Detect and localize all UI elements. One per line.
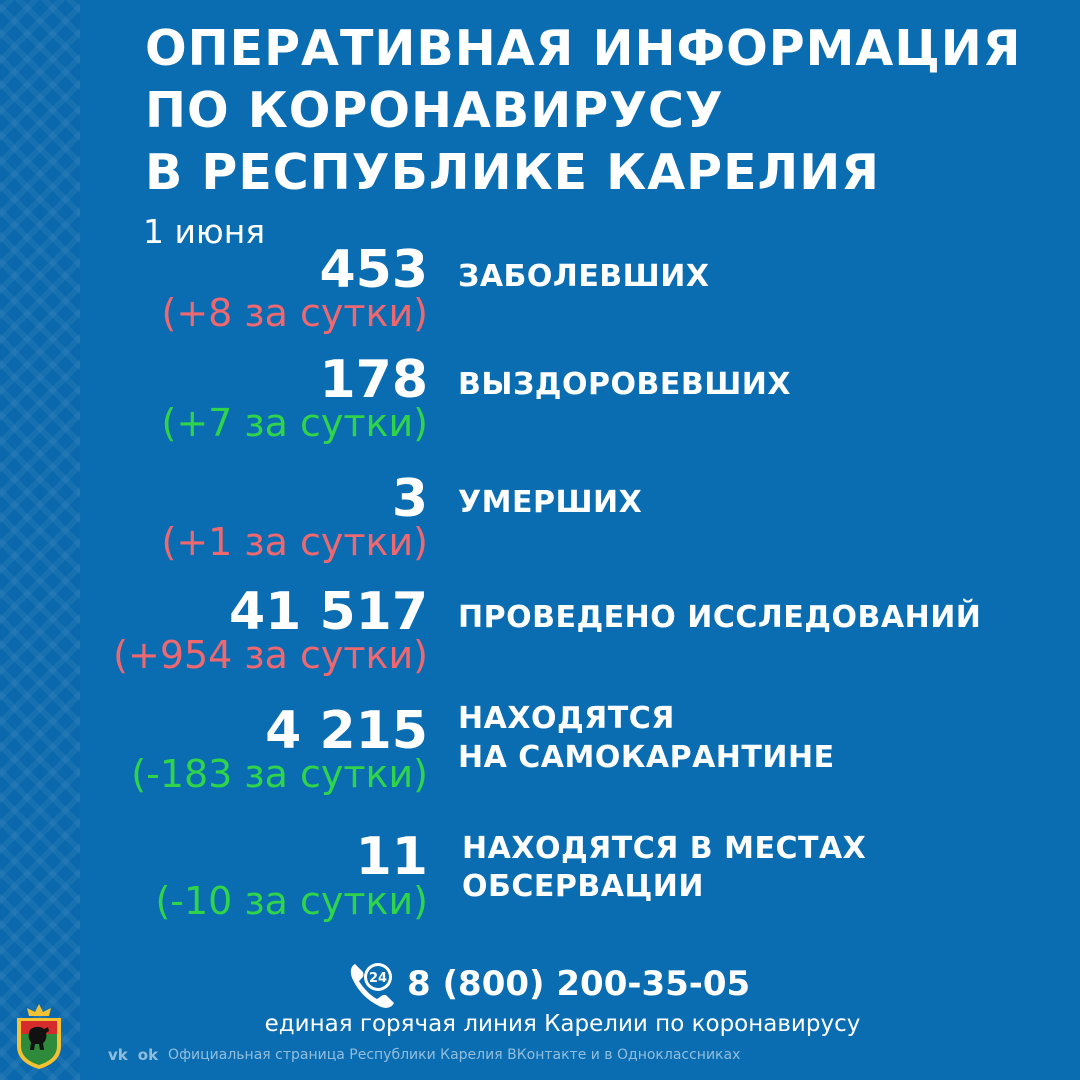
odnoklassniki-icon[interactable]: ok (137, 1046, 159, 1064)
observation-label-line-2: ОБСЕРВАЦИИ (462, 869, 704, 904)
tests-count: 41 517 (228, 582, 428, 642)
deaths-count: 3 (391, 469, 428, 529)
title-line-1: ОПЕРАТИВНАЯ ИНФОРМАЦИЯ (145, 20, 1022, 77)
recovered-label: ВЫЗДОРОВЕВШИХ (458, 367, 791, 402)
tests-label: ПРОВЕДЕНО ИССЛЕДОВАНИЙ (458, 600, 982, 635)
observation-count: 11 (355, 827, 428, 887)
page-title (145, 18, 1065, 204)
observation-delta: (-10 за сутки) (155, 879, 428, 923)
recovered-count: 178 (319, 350, 428, 410)
phone-icon-24-label: 24 (368, 971, 388, 986)
karelia-coat-of-arms-emblem (13, 1002, 65, 1070)
phone-24-icon (345, 956, 401, 1012)
infected-delta: (+8 за сутки) (161, 291, 428, 335)
footer (108, 1040, 740, 1070)
decorative-ornament-border (0, 0, 80, 1080)
infected-label: ЗАБОЛЕВШИХ (458, 259, 710, 294)
title-line-2: ПО КОРОНАВИРУСУ (145, 82, 724, 139)
report-date: 1 июня (143, 212, 266, 251)
deaths-delta: (+1 за сутки) (161, 520, 428, 564)
tests-delta: (+954 за сутки) (113, 633, 428, 677)
deaths-label: УМЕРШИХ (458, 485, 643, 520)
recovered-delta: (+7 за сутки) (161, 401, 428, 445)
self-quarantine-delta: (-183 за сутки) (131, 752, 428, 796)
hotline (345, 956, 750, 1012)
self-quarantine-label-line-2: НА САМОКАРАНТИНЕ (458, 740, 835, 775)
observation-label-line-1: НАХОДЯТСЯ В МЕСТАХ (462, 831, 867, 866)
self-quarantine-label-line-1: НАХОДЯТСЯ (458, 701, 675, 736)
self-quarantine-count: 4 215 (265, 701, 428, 761)
hotline-phone-number[interactable]: 8 (800) 200-35-05 (407, 964, 751, 1004)
title-line-3: В РЕСПУБЛИКЕ КАРЕЛИЯ (145, 144, 880, 201)
hotline-caption: единая горячая линия Карелии по коронавирусу (264, 1011, 861, 1037)
vk-icon[interactable]: vk (108, 1046, 128, 1064)
footer-text: Официальная страница Республики Карелия ВКонтакте и в Одноклассниках (168, 1047, 741, 1063)
infected-count: 453 (319, 240, 428, 300)
